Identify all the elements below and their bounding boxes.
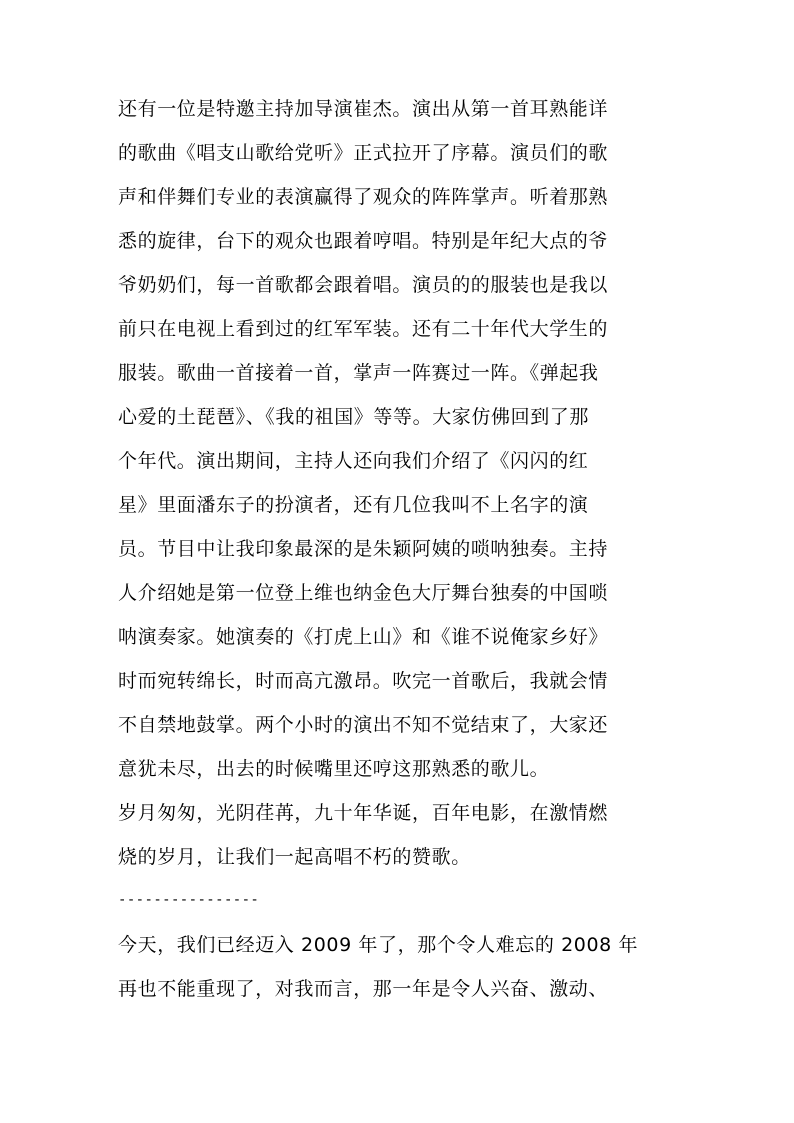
- text-line: 悉的旋律，台下的观众也跟着哼唱。特别是年纪大点的爷: [118, 230, 609, 252]
- text-line: 员。节目中让我印象最深的是朱颖阿姨的唢呐独奏。主持: [118, 538, 609, 560]
- text-line: 个年代。演出期间，主持人还向我们介绍了《闪闪的红: [118, 450, 589, 472]
- text-line: 爷奶奶们，每一首歌都会跟着唱。演员的的服装也是我以: [118, 274, 609, 296]
- text-line: 星》里面潘东子的扮演者，还有几位我叫不上名字的演: [118, 494, 589, 516]
- text-line: 时而宛转绵长，时而高亢激昂。吹完一首歌后，我就会情: [118, 670, 609, 692]
- text-line: 心爱的土琵琶》、《我的祖国》等等。大家仿佛回到了那: [118, 406, 590, 428]
- text-line: 服装。歌曲一首接着一首，掌声一阵赛过一阵。《弹起我: [118, 362, 599, 384]
- text-line: 声和伴舞们专业的表演赢得了观众的阵阵掌声。听着那熟: [118, 186, 609, 208]
- text-line: 意犹未尽，出去的时候嘴里还哼这那熟悉的歌儿。: [118, 758, 550, 780]
- section-divider: ----------------: [118, 892, 260, 908]
- text-line: 的歌曲《唱支山歌给党听》正式拉开了序幕。演员们的歌: [118, 142, 609, 164]
- text-line: 呐演奏家。她演奏的《打虎上山》和《谁不说俺家乡好》: [118, 626, 609, 648]
- text-line: 再也不能重现了，对我而言，那一年是令人兴奋、激动、: [118, 978, 609, 1000]
- text-line: 还有一位是特邀主持加导演崔杰。演出从第一首耳熟能详: [118, 98, 609, 120]
- text-line: 不自禁地鼓掌。两个小时的演出不知不觉结束了，大家还: [118, 714, 609, 736]
- text-line: 人介绍她是第一位登上维也纳金色大厅舞台独奏的中国唢: [118, 582, 609, 604]
- text-line: 今天，我们已经迈入 2009 年了，那个令人难忘的 2008 年: [118, 934, 639, 956]
- text-line: 烧的岁月，让我们一起高唱不朽的赞歌。: [118, 846, 471, 868]
- text-line: 岁月匆匆，光阴荏苒，九十年华诞，百年电影，在激情燃: [118, 802, 609, 824]
- text-line: 前只在电视上看到过的红军军装。还有二十年代大学生的: [118, 318, 609, 340]
